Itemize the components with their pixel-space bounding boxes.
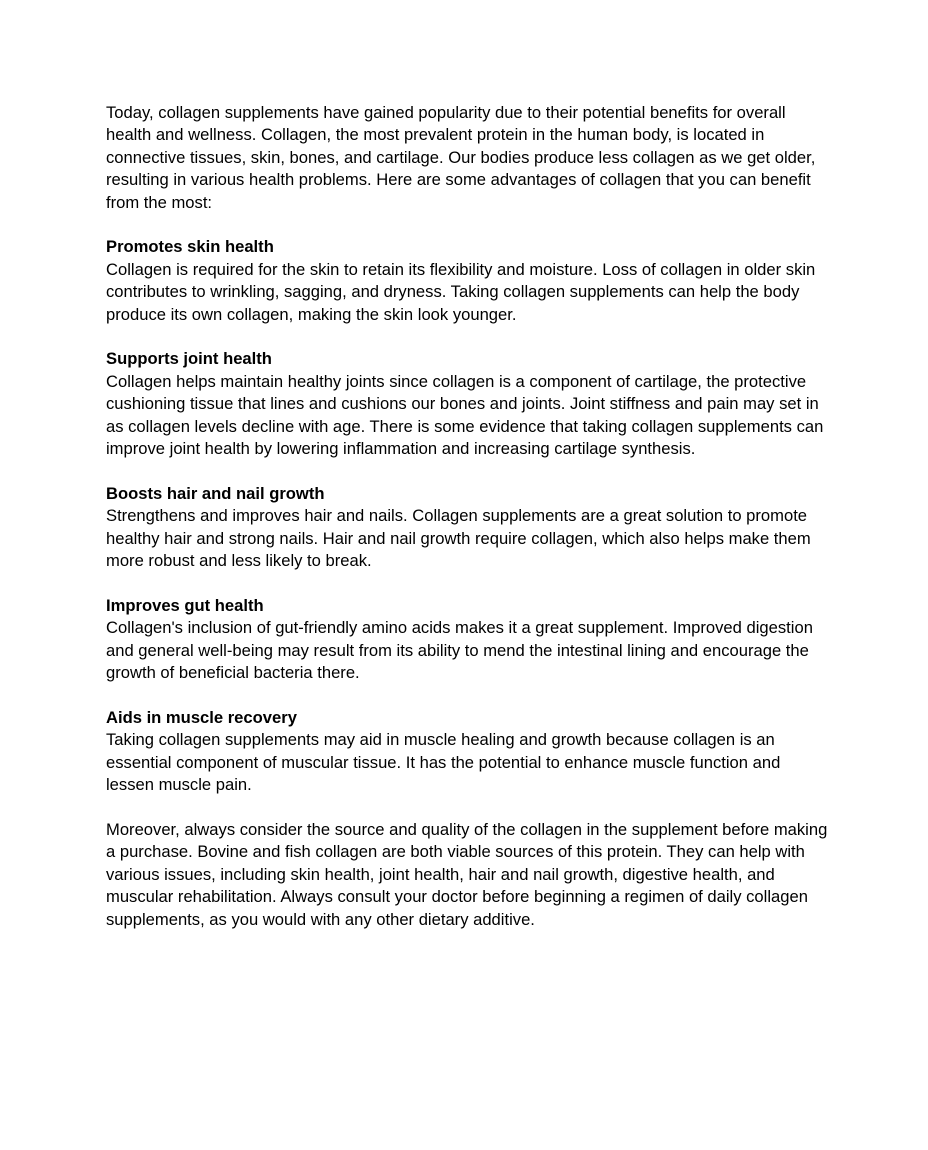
- section-body: Collagen helps maintain healthy joints since collagen is a component of cartilage, the protective cushioning tissue that lines and cushions our bones and joints. Joint stiffness and pain may set in as collagen levels decline with age. There is some evidence that taking collagen supplements can improve joint health by lowering inflammation and increasing cartilage synthesis.: [106, 371, 824, 459]
- section-body: Collagen's inclusion of gut-friendly amino acids makes it a great supplement. Improved digestion and general well-being may result from its ability to mend the intestinal lining and encourage the growth of beneficial bacteria there.: [106, 618, 813, 683]
- section-body: Taking collagen supplements may aid in muscle healing and growth because collagen is an essential component of muscular tissue. It has the potential to enhance muscle function and lessen muscle pain.: [106, 730, 781, 795]
- section-hair-nail-growth: [106, 483, 828, 573]
- section-heading: Supports joint health: [106, 349, 272, 369]
- section-body: Strengthens and improves hair and nails. Collagen supplements are a great solution to promote healthy hair and strong nails. Hair and nail growth require collagen, which also helps make them more robust and less likely to break.: [106, 506, 811, 571]
- conclusion-paragraph: Moreover, always consider the source and quality of the collagen in the supplement before making a purchase. Bovine and fish collagen are both viable sources of this protein. They can help with various issues, including skin health, joint health, hair and nail growth, digestive health, and muscular rehabilitation. Always consult your doctor before beginning a regimen of daily collagen supplements, as you would with any other dietary additive.: [106, 819, 828, 929]
- section-muscle-recovery: [106, 707, 828, 797]
- section-skin-health: [106, 236, 828, 326]
- section-joint-health: [106, 348, 828, 460]
- intro-paragraph: Today, collagen supplements have gained popularity due to their potential benefits for overall health and wellness. Collagen, the most prevalent protein in the human body, is located in connective tissues, skin, bones, and cartilage. Our bodies produce less collagen as we get older, resulting in various health problems. Here are some advantages of collagen that you can benefit from the most:: [106, 103, 816, 212]
- section-gut-health: [106, 595, 828, 685]
- document-page: [106, 102, 828, 953]
- section-heading: Improves gut health: [106, 595, 264, 615]
- section-heading: Aids in muscle recovery: [106, 707, 297, 727]
- section-heading: Promotes skin health: [106, 237, 274, 257]
- section-body: Collagen is required for the skin to retain its flexibility and moisture. Loss of collagen in older skin contributes to wrinkling, sagging, and dryness. Taking collagen supplements can help the body produce its own collagen, making the skin look younger.: [106, 259, 816, 324]
- section-heading: Boosts hair and nail growth: [106, 483, 325, 503]
